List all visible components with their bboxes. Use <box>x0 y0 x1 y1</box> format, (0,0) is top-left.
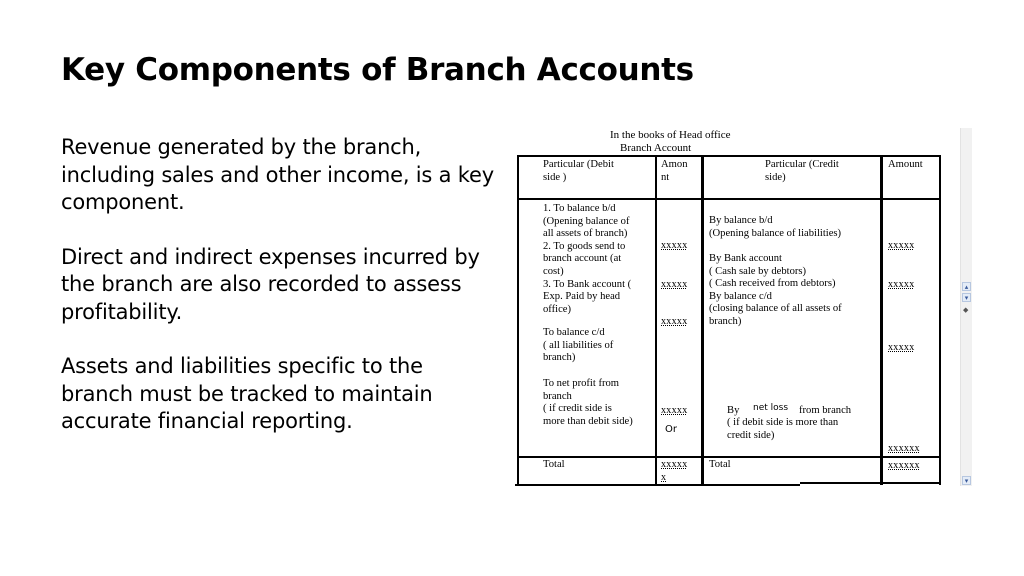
total-amount-credit: xxxxxx <box>888 460 920 471</box>
credit-entry-bank: By Bank account ( Cash sale by debtors) ( Cash received from debtors) By balance c/d (closing balance of all assets of branch) <box>709 253 842 327</box>
header-debit-amount: Amon nt <box>661 159 688 183</box>
credit-amount: xxxxxx <box>888 443 920 454</box>
paragraph-revenue: Revenue generated by the branch, including sales and other income, is a key component. <box>61 135 494 214</box>
credit-amount: xxxxx <box>888 240 915 251</box>
debit-entry-net-profit: To net profit from branch ( if credit side is more than debit side) <box>543 378 633 427</box>
right-border <box>939 155 941 485</box>
credit-amount-divider <box>880 155 883 485</box>
header-debit-particular: Particular (Debit side ) <box>543 159 614 183</box>
scroll-bottom-down-icon[interactable]: ▾ <box>962 476 971 485</box>
total-label-debit: Total <box>543 459 565 470</box>
branch-account-ledger <box>515 128 943 488</box>
debit-entry-opening: 1. To balance b/d (Opening balance of all assets of branch) 2. To goods send to branch account (at cost) 3. To Bank account ( Exp. Paid by head office) <box>543 203 632 315</box>
paragraph-assets: Assets and liabilities specific to the branch must be tracked to maintain accurate financial reporting. <box>61 354 433 433</box>
ledger-caption-title: Branch Account <box>620 142 692 154</box>
paragraph-expenses: Direct and indirect expenses incurred by the branch are also recorded to assess profitability. <box>61 244 480 324</box>
or-label: Or <box>665 424 677 435</box>
total-separator <box>517 456 941 458</box>
debit-entry-balance-cd: To balance c/d ( all liabilities of branch) <box>543 327 614 364</box>
debit-amount: xxxxx <box>661 279 688 290</box>
credit-entry-net-loss-suffix: from branch <box>799 405 852 416</box>
table-bottom-border-left <box>515 484 800 486</box>
credit-entry-balance-bd: By balance b/d (Opening balance of liabilities) <box>709 215 842 239</box>
scroll-thumb-icon[interactable]: ◆ <box>963 306 969 314</box>
table-top-border <box>517 155 941 157</box>
slide-body <box>61 134 501 463</box>
header-separator <box>517 198 941 200</box>
header-credit-amount: Amount <box>888 159 923 170</box>
debit-amount: xxxxx <box>661 405 688 416</box>
credit-entry-net-loss-prefix: By <box>727 405 740 416</box>
credit-amount: xxxxx <box>888 342 915 353</box>
slide-title: Key Components of Branch Accounts <box>61 52 694 88</box>
scroll-up-icon[interactable]: ▴ <box>962 282 971 291</box>
debit-amount: xxxxx <box>661 316 688 327</box>
credit-amount: xxxxx <box>888 279 915 290</box>
scrollbar[interactable] <box>960 128 972 486</box>
scroll-down-icon[interactable]: ▾ <box>962 293 971 302</box>
total-amount-debit: xxxxx x <box>661 459 688 483</box>
middle-divider <box>701 155 704 485</box>
debit-amount-divider <box>655 155 657 485</box>
debit-amount: xxxxx <box>661 240 688 251</box>
table-bottom-border-right <box>800 482 941 484</box>
left-border <box>517 155 519 485</box>
net-loss-handwritten: net loss <box>753 403 789 413</box>
ledger-caption-books: In the books of Head office <box>610 129 731 141</box>
total-label-credit: Total <box>709 459 731 470</box>
header-credit-particular: Particular (Credit side) <box>765 159 839 183</box>
credit-entry-net-loss-note: ( if debit side is more than credit side) <box>727 417 839 441</box>
